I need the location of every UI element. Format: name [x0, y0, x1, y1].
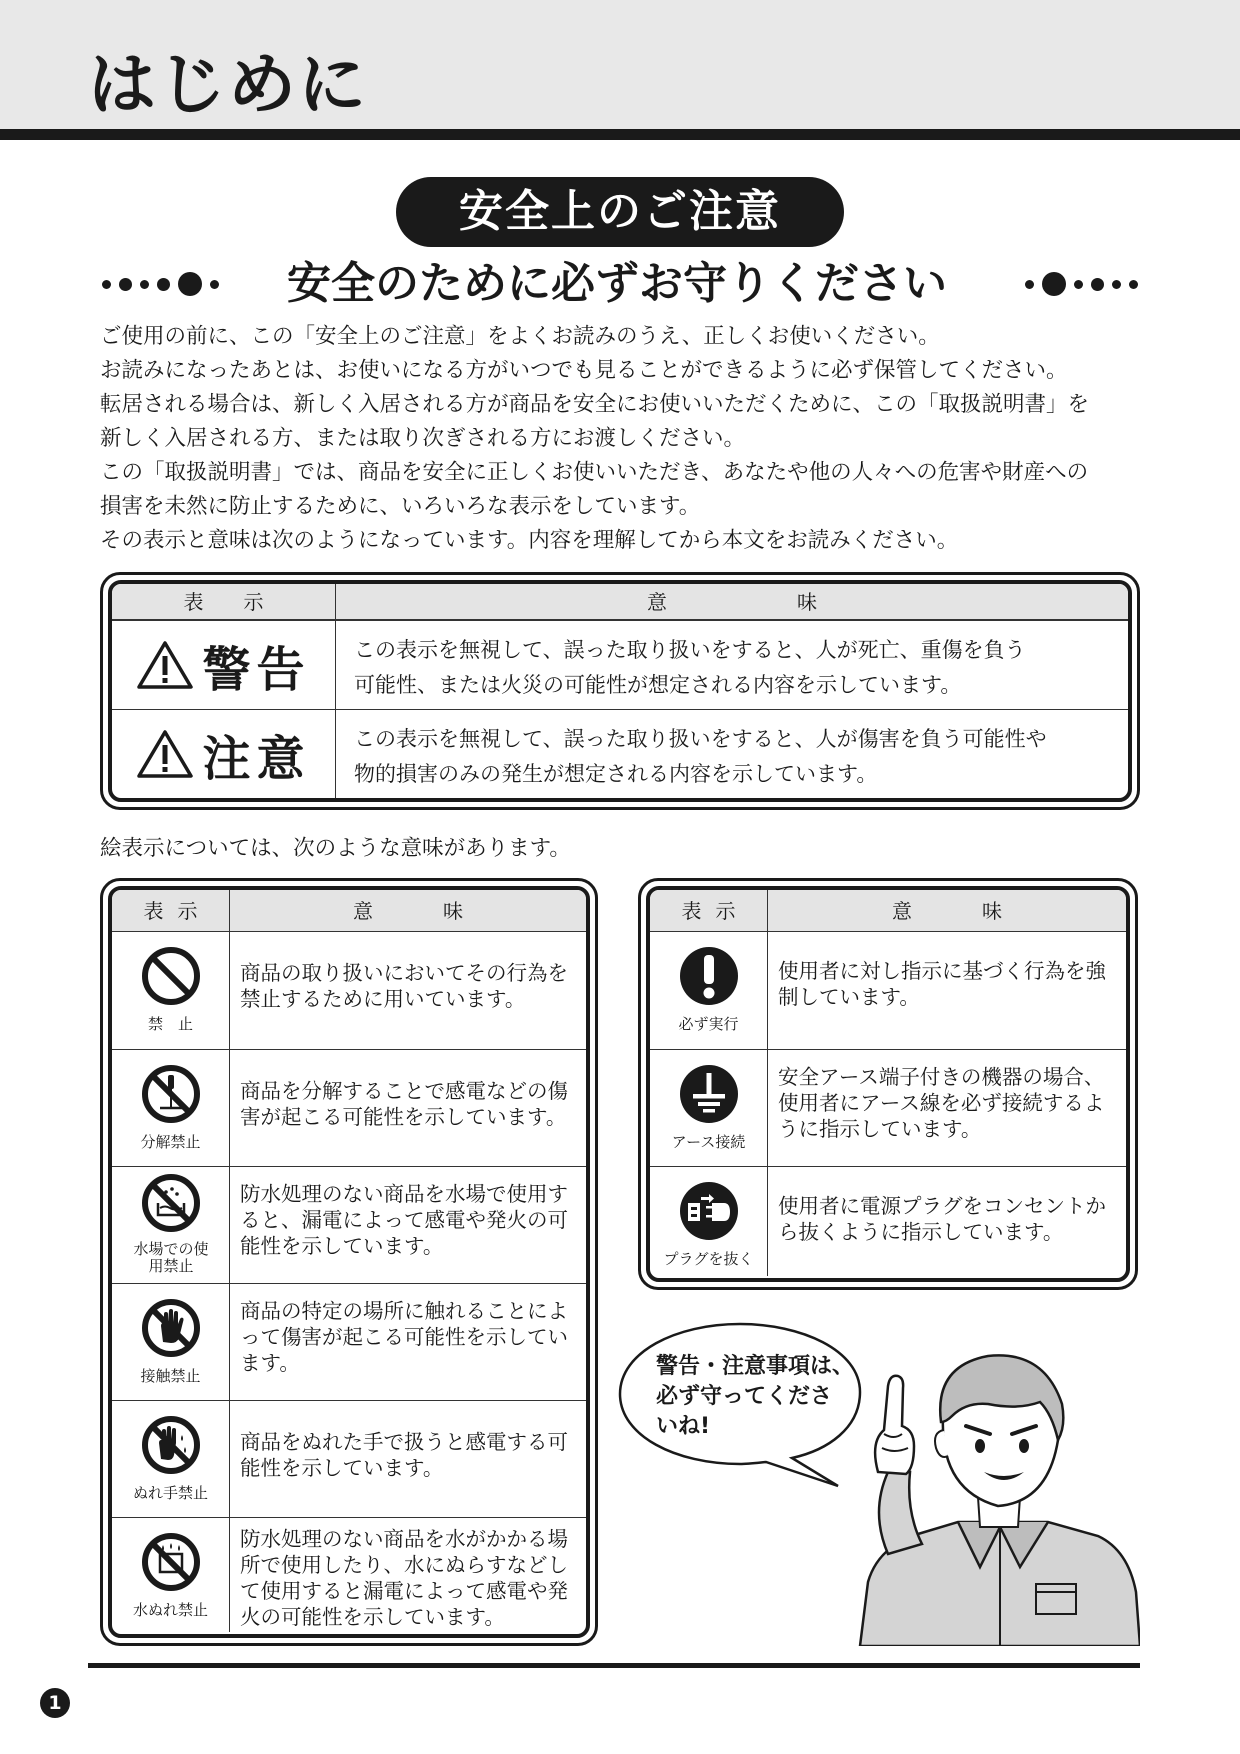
icon-label: 水ぬれ禁止	[132, 1601, 208, 1619]
table-row	[112, 932, 586, 1049]
pictogram-intro: 絵表示については、次のような意味があります。	[100, 836, 571, 861]
row-description: 商品の取り扱いにおいてその行為を禁止するために用いています。	[240, 961, 568, 1011]
header-meaning: 意味	[647, 590, 947, 614]
table-row	[112, 1166, 586, 1283]
icon-label: 禁 止	[147, 1015, 193, 1033]
icon-label: プラグを抜く	[663, 1250, 754, 1268]
table-row	[650, 1049, 1126, 1166]
table-row	[112, 709, 1128, 798]
row-description: 商品をぬれた手で扱うと感電する可能性を示しています。	[240, 1430, 568, 1480]
worker-character-illustration	[848, 1322, 1140, 1646]
row-description: 商品の特定の場所に触れることによって傷害が起こる可能性を示しています。	[240, 1299, 568, 1375]
table-row	[650, 932, 1126, 1049]
table-row	[112, 1283, 586, 1400]
icon-label: 必ず実行	[678, 1015, 739, 1033]
intro-line: お読みになったあとは、お使いになる方がいつでも見ることができるように必ず保管してください。	[100, 358, 1068, 383]
decorative-dots-left	[102, 271, 219, 297]
row-description: 安全アース端子付きの機器の場合、使用者にアース線を必ず接続するように指示しています。	[778, 1065, 1105, 1141]
icon-label: 接触禁止	[140, 1367, 201, 1385]
header-rule	[0, 129, 1240, 140]
signal-word: 警告	[202, 641, 311, 698]
row-description: 使用者に電源プラグをコンセントから抜くように指示しています。	[778, 1194, 1106, 1244]
row-description: 使用者に対し指示に基づく行為を強制しています。	[778, 959, 1106, 1009]
prohibition-icon	[141, 946, 201, 1006]
subtitle-row	[96, 256, 1138, 312]
intro-line: その表示と意味は次のようになっています。内容を理解してから本文をお読みください。	[100, 528, 959, 553]
unplug-icon	[679, 1181, 739, 1241]
intro-paragraph	[100, 320, 1140, 558]
row-description: 防水処理のない商品を水場で使用すると、漏電によって感電や発火の可能性を示しています。	[240, 1182, 568, 1258]
page-number: 1	[40, 1688, 70, 1718]
table-row	[112, 620, 1128, 709]
signal-word-table	[100, 572, 1140, 810]
table-header	[112, 584, 1128, 620]
row-description: 防水処理のない商品を水がかかる場所で使用したり、水にぬらすなどして使用すると漏電によって感電や発火の可能性を示しています。	[240, 1527, 568, 1629]
header-meaning: 意味	[892, 899, 1072, 923]
signal-description: この表示を無視して、誤った取り扱いをすると、人が死亡、重傷を負う 可能性、または火災の可能性が想定される内容を示しています。	[354, 638, 1026, 697]
intro-line: 損害を未然に防止するために、いろいろな表示をしています。	[100, 494, 701, 519]
table-row	[650, 1166, 1126, 1276]
signal-cell-caution	[112, 710, 336, 798]
icon-label: ぬれ手禁止	[132, 1484, 208, 1502]
icon-label: 水場での使用禁止	[133, 1240, 209, 1275]
intro-line: この「取扱説明書」では、商品を安全に正しくお使いいただき、あなたや他の人々への危害や財産への	[100, 460, 1089, 485]
table-header	[650, 890, 1126, 932]
table-header	[112, 890, 586, 932]
page-title: はじめに	[88, 46, 369, 125]
no-wet-hands-icon	[141, 1415, 201, 1475]
ground-icon	[679, 1064, 739, 1124]
signal-description: この表示を無視して、誤った取り扱いをすると、人が傷害を負う可能性や 物的損害のみの発生が想定される内容を示しています。	[354, 727, 1047, 786]
table-row	[112, 1049, 586, 1166]
icon-label: アース接続	[671, 1133, 746, 1151]
pictogram-table-prohibitions	[100, 878, 598, 1646]
decorative-dots-right	[1025, 271, 1138, 297]
footer-rule	[88, 1663, 1140, 1668]
intro-line: ご使用の前に、この「安全上のご注意」をよくお読みのうえ、正しくお使いください。	[100, 324, 940, 349]
intro-line: 転居される場合は、新しく入居される方が商品を安全にお使いいただくために、この「取扱説明書」を	[100, 392, 1090, 417]
row-description: 商品を分解することで感電などの傷害が起こる可能性を示しています。	[240, 1079, 568, 1129]
header-display: 表示	[650, 890, 768, 931]
signal-word: 注意	[202, 730, 311, 787]
signal-cell-warning	[112, 621, 336, 709]
warning-triangle-icon	[136, 640, 194, 690]
header-display: 表示	[112, 584, 336, 619]
caution-triangle-icon	[136, 729, 194, 779]
no-wet-area-icon	[141, 1173, 201, 1233]
no-water-icon	[141, 1532, 201, 1592]
table-row	[112, 1517, 586, 1632]
header-display: 表示	[112, 890, 230, 931]
intro-line: 新しく入居される方、または取り次ぎされる方にお渡しください。	[100, 426, 746, 451]
speech-bubble-text: 警告・注意事項は、 必ず守ってくださ いね!	[656, 1354, 855, 1439]
safety-title: 安全上のご注意	[396, 177, 844, 247]
header-meaning: 意味	[353, 899, 533, 923]
pictogram-table-instructions	[638, 878, 1138, 1290]
icon-label: 分解禁止	[140, 1133, 201, 1151]
table-row	[112, 1400, 586, 1517]
safety-subtitle: 安全のために必ずお守りください	[287, 258, 947, 309]
mandatory-icon	[679, 946, 739, 1006]
no-touch-icon	[141, 1298, 201, 1358]
no-disassembly-icon	[141, 1064, 201, 1124]
